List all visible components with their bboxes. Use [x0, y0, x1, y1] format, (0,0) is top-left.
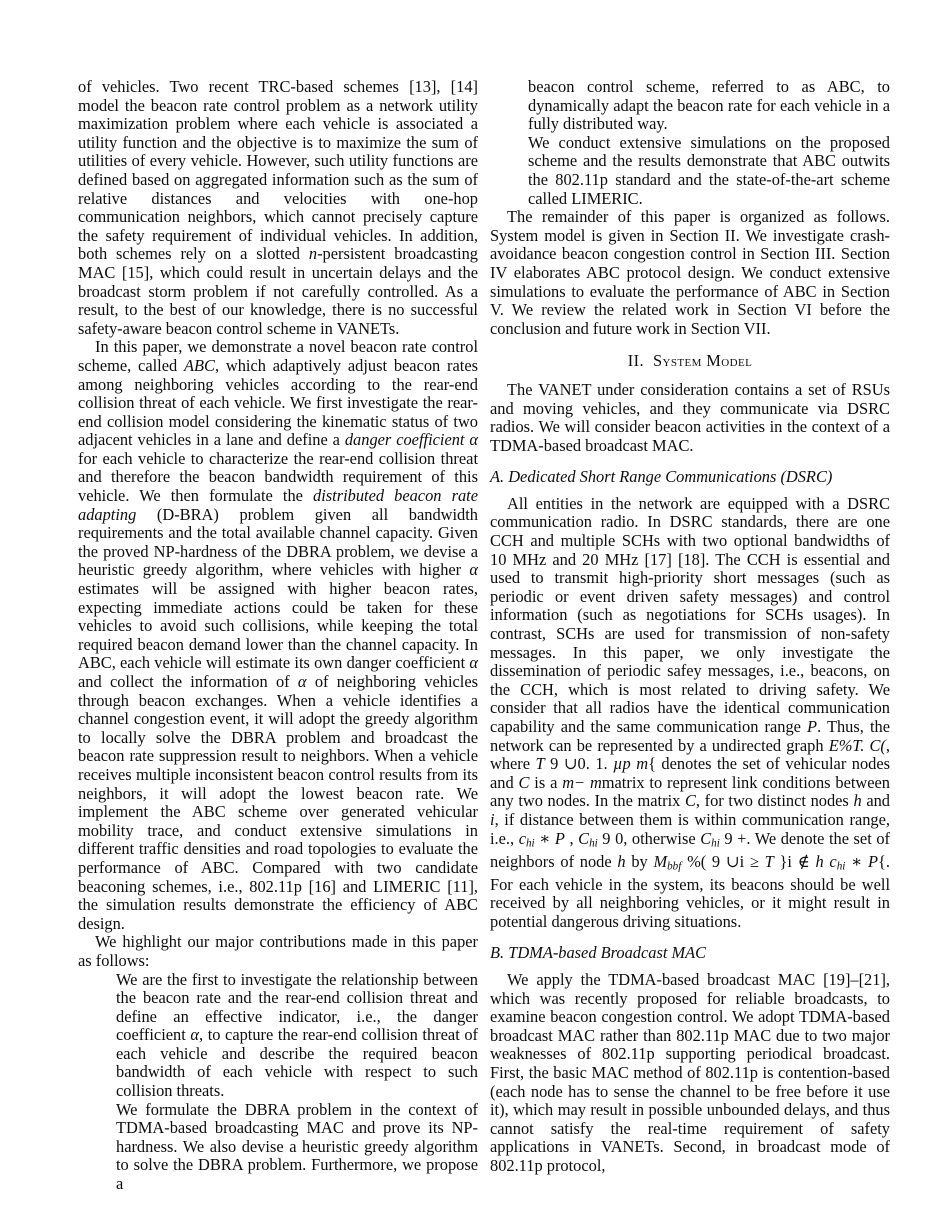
- body-paragraph: We highlight our major contributions made in this paper as follows:: [78, 932, 478, 970]
- body-paragraph: of vehicles. Two recent TRC-based schemes [13], [14] model the beacon rate control problem as a network utility maximization problem where each vehicle is associated a utility function and the objective is to maximize the sum of utilities of every vehicle. However, such utility functions are defined based on aggregated information such as the sum of relative distances and velocities with one-hop communication neighbors, which cannot precisely capture the safety requirement of individual vehicles. In addition, both schemes rely on a slotted n-persistent broadcasting MAC [15], which could result in uncertain delays and the broadcast storm problem if not carefully controlled. As a result, to the best of our knowledge, there is no successful safety-aware beacon control scheme in VANETs.: [78, 77, 478, 338]
- contribution-item: We formulate the DBRA problem in the context of TDMA-based broadcasting MAC and prove its NP-hardness. We also devise a heuristic greedy algorithm to solve the DBRA problem. Furthermore, we propose a: [116, 1099, 478, 1194]
- right-column: [490, 78, 890, 1176]
- subsection-heading: A. Dedicated Short Range Communications (DSRC): [490, 467, 833, 487]
- left-column: [78, 78, 478, 1194]
- body-paragraph: All entities in the network are equipped with a DSRC communication radio. In DSRC standards, there are one CCH and multiple SCHs with two optional bandwidths of 10 MHz and 20 MHz [17] [18]. The CCH is essential and used to transmit high-priority short messages (such as periodic or event driven safety messages) and control information (such as negotiations for SCHs usages). In contrast, SCHs are used for transmission of non-safety messages. In this paper, we only investigate the dissemination of periodic safey messages, i.e., beacons, on the CCH, which is most related to driving safety. We consider that all radios have the identical communication capability and the same communication range P. Thus, the network can be represented by a undirected graph E%T. C(, where T 9 ∪0. 1. µp m{ denotes the set of vehicular nodes and C is a m− mmatrix to represent link conditions between any two nodes. In the matrix C, for two distinct nodes h and i, if distance between them is within communication range, i.e., chi ∗ P , Chi 9 0, otherwise Chi 9 +. We denote the set of neighbors of node h by Mbbf %( 9 ∪i ≥ T }i ∉ h chi ∗ P{. For each vehicle in the system, its beacons should be well received by all neighboring vehicles, or it might result in potential dangerous driving situations.: [490, 493, 891, 931]
- body-paragraph: We apply the TDMA-based broadcast MAC [19]–[21], which was recently proposed for reliable broadcasts, to examine beacon congestion control. We adopt TDMA-based broadcast MAC rather than 802.11p MAC due to two major weaknesses of 802.11p supporting periodical broadcast. First, the basic MAC method of 802.11p is contention-based (each node has to sense the channel to be free before it use it), which may result in possible unbounded delays, and thus cannot satisfy the real-time requirement of safety applications in VANETs. Second, in broadcast mode of 802.11p protocol,: [490, 970, 890, 1175]
- contribution-item: We are the first to investigate the relationship between the beacon rate and the rear-end collision threat and define an effective indicator, i.e., the danger coefficient α, to capture the rear-end collision threat of each vehicle and describe the required beacon bandwidth of each vehicle with respect to such collision threats.: [116, 969, 479, 1101]
- contribution-item-continued: beacon control scheme, referred to as ABC, to dynamically adapt the beacon rate for each vehicle in a fully distributed way.: [528, 77, 890, 134]
- subsection-heading: B. TDMA-based Broadcast MAC: [490, 943, 707, 963]
- body-paragraph: In this paper, we demonstrate a novel beacon rate control scheme, called ABC, which adaptively adjust beacon rates among neighboring vehicles according to the rear-end collision threat of each vehicle. We first investigate the rear-end collision model considering the kinematic status of two adjacent vehicles in a lane and define a danger coefficient α for each vehicle to characterize the rear-end collision threat and therefore the beacon bandwidth requirement of this vehicle. We then formulate the distributed beacon rate adapting (D-BRA) problem given all bandwidth requirements and the total available channel capacity. Given the proved NP-hardness of the DBRA problem, we devise a heuristic greedy algorithm, where vehicles with higher α estimates will be assigned with higher beacon rates, expecting immediate actions could be taken for these vehicles to avoid such collisions, while keeping the total required beacon demand lower than the channel capacity. In ABC, each vehicle will estimate its own danger coefficient α and collect the information of α of neighboring vehicles through beacon exchanges. When a vehicle identifies a channel congestion event, it will adopt the greedy algorithm to locally solve the DBRA problem and broadcast the beacon rate suppression result to neighbors. When a vehicle receives multiple inconsistent beacon control results from its neighbors, it will adopt the lowest beacon rate. We implement the ABC scheme over generated vehicular mobility trace, and conduct extensive simulations in different traffic densities and road topologies to evaluate the performance of ABC. Compared with two candidate beaconing schemes, i.e., 802.11p [16] and LIMERIC [11], the simulation results demonstrate the efficiency of ABC design.: [78, 337, 478, 933]
- contribution-item: We conduct extensive simulations on the proposed scheme and the results demonstrate that ABC outwits the 802.11p standard and the state-of-the-art scheme called LIMERIC.: [528, 132, 890, 208]
- body-paragraph: The remainder of this paper is organized as follows. System model is given in Section II. We investigate crash-avoidance beacon congestion control in Section III. Section IV elaborates ABC protocol design. We conduct extensive simulations to evaluate the performance of ABC in Section V. We review the related work in Section VI before the conclusion and future work in Section VII.: [490, 207, 890, 338]
- body-paragraph: The VANET under consideration contains a set of RSUs and moving vehicles, and they communicate via DSRC radios. We will consider beacon activities in the context of a TDMA-based broadcast MAC.: [490, 379, 890, 455]
- section-heading: II. System Model: [627, 351, 753, 371]
